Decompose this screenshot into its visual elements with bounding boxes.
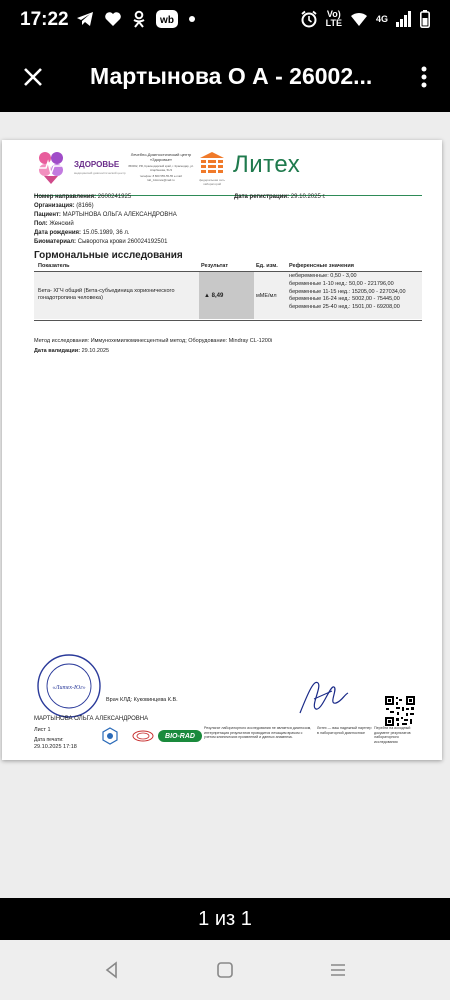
volte-indicator: Vo) LTE [325, 9, 342, 28]
validation-date: 29.10.2025 [81, 348, 110, 354]
direction-label: Номер направления: [34, 194, 97, 200]
telegram-icon [76, 11, 94, 27]
patient-info [34, 193, 422, 247]
back-icon [103, 961, 121, 979]
col-header-param: Показатель [38, 263, 70, 269]
doctor-name: Врач КЛД: Куковинцева К.В. [106, 697, 178, 703]
reference-line: беременные 11-15 нед.: 15205,00 - 227034,00 [289, 288, 406, 295]
report-header [34, 148, 422, 190]
registration-date: 29.10.2025 г. [290, 194, 326, 200]
birth-date: 15.05.1989, 36 л. [82, 230, 130, 236]
close-icon [23, 67, 43, 87]
wb-icon [156, 10, 178, 28]
lab-report [34, 140, 422, 760]
nav-recents-button[interactable] [326, 958, 350, 982]
param-name: Бета- ХГЧ общий (Бета-субъединица хорионического гонадотропина человека) [38, 288, 175, 301]
org-subtitle: медицинский диагностический центр [74, 171, 126, 175]
table-bottom-divider [34, 320, 422, 321]
print-date-label: Дата печати: [34, 737, 64, 743]
org-name: ЗДОРОВЬЕ [74, 160, 120, 169]
more-options-button[interactable] [414, 62, 434, 92]
patient-name: МАРТЫНОВА ОЛЬГА АЛЕКСАНДРОВНА [62, 212, 177, 218]
certification-logo-icon [102, 727, 118, 745]
registration-label: Дата регистрации: [234, 194, 290, 200]
svg-text:wb: wb [160, 15, 174, 26]
sex-value: Женский [49, 221, 74, 227]
status-bar [0, 0, 450, 40]
page-counter-text: 1 из 1 [198, 907, 252, 930]
signal-icon [396, 11, 412, 27]
footer-patient-name: МАРТЫНОВА ОЛЬГА АЛЕКСАНДРОВНА [34, 716, 149, 722]
birth-label: Дата рождения: [34, 230, 82, 236]
home-icon [216, 961, 234, 979]
patient-label: Пациент: [34, 212, 61, 218]
center-title: Лечебно-Диагностический центр «Здоровье» [130, 152, 192, 162]
qr-note: Перейти на исходный документ результатов лабораторного исследования [374, 726, 411, 744]
reference-line: небеременные: 0,50 - 3,00 [289, 273, 357, 279]
print-date: 29.10.2025 17:18 [34, 744, 77, 750]
biomaterial-label: Биоматериал: [34, 239, 77, 245]
reference-line: беременные 25-40 нед.: 1501,00 - 69208,00 [289, 304, 400, 311]
result-value: ▲ 8,49 [204, 293, 224, 299]
qr-code-icon[interactable] [384, 695, 416, 727]
col-header-unit: Ед. изм. [256, 263, 278, 269]
signature-icon [292, 673, 352, 721]
heart-icon [104, 11, 122, 27]
col-header-reference: Референсные значения [289, 263, 354, 269]
organization-value: (8166) [76, 203, 94, 209]
nav-back-button[interactable] [100, 958, 124, 982]
method-text: Метод исследования: Иммунохемилюминесцентный метод; Оборудование: Mindray CL-1200i [34, 338, 273, 344]
network-type: 4G [375, 13, 388, 24]
reference-values [289, 273, 419, 312]
stamp-icon [36, 653, 102, 719]
zdorovie-logo-icon [36, 150, 66, 186]
litex-logo-icon [198, 151, 226, 175]
document-viewer[interactable] [0, 112, 450, 898]
more-vert-icon [421, 66, 427, 88]
lab-subtitle: федеральная сеть лабораторий [199, 178, 225, 186]
direction-number: 2600241925 [97, 194, 132, 200]
status-time: 17:22 [20, 9, 69, 30]
nav-home-button[interactable] [213, 958, 237, 982]
section-title: Гормональные исследования [34, 250, 183, 261]
page-counter [0, 898, 450, 940]
stamp-text: «Литех-Юг» [52, 685, 86, 691]
recents-icon [329, 961, 347, 979]
quality-logo-icon [132, 730, 154, 742]
biomaterial-value: Сыворотка крови 260024192501 [77, 239, 168, 245]
lab-name: Литех [233, 151, 301, 178]
reference-line: беременные 1-10 нед.: 50,00 - 221796,00 [289, 280, 394, 287]
center-address: 350062, РФ, Краснодарский край, г. Краснодар, ул. Атарбекова, 51/3 [128, 164, 194, 172]
wifi-icon [350, 11, 368, 27]
close-button[interactable] [18, 62, 48, 92]
biorad-logo: BIO-RAD [158, 730, 202, 742]
alarm-icon [300, 10, 318, 28]
reference-line: беременные 16-24 нед.: 5002,00 - 75445,00 [289, 296, 400, 303]
partner-note: Литех — ваш надежный партнер в лабораторной диагностике [317, 726, 372, 735]
ok-icon [132, 10, 146, 28]
dot-icon [188, 15, 196, 23]
center-contacts: телефон: 8 800 555-55-55 e-mail: lab_zdorovie@mail.ru [139, 174, 183, 182]
sheet-number: Лист 1 [34, 727, 51, 733]
app-bar [0, 40, 450, 112]
battery-icon [420, 10, 430, 28]
navigation-bar [0, 940, 450, 1000]
document-page[interactable] [2, 140, 442, 760]
organization-label: Организация: [34, 203, 75, 209]
document-title: Мартынова О А - 26002... [90, 63, 373, 89]
col-header-result: Результат [201, 263, 229, 269]
validation [34, 348, 109, 354]
disclaimer-note: Результат лабораторного исследования не является диагнозом, интерпретация результатов проводится лечащим врачом с учетом клинических проявлений и данных анамнеза. [204, 726, 312, 740]
sex-label: Пол: [34, 221, 48, 227]
unit-value: мМЕ/мл [256, 293, 277, 299]
validation-label: Дата валидации: [34, 348, 81, 354]
